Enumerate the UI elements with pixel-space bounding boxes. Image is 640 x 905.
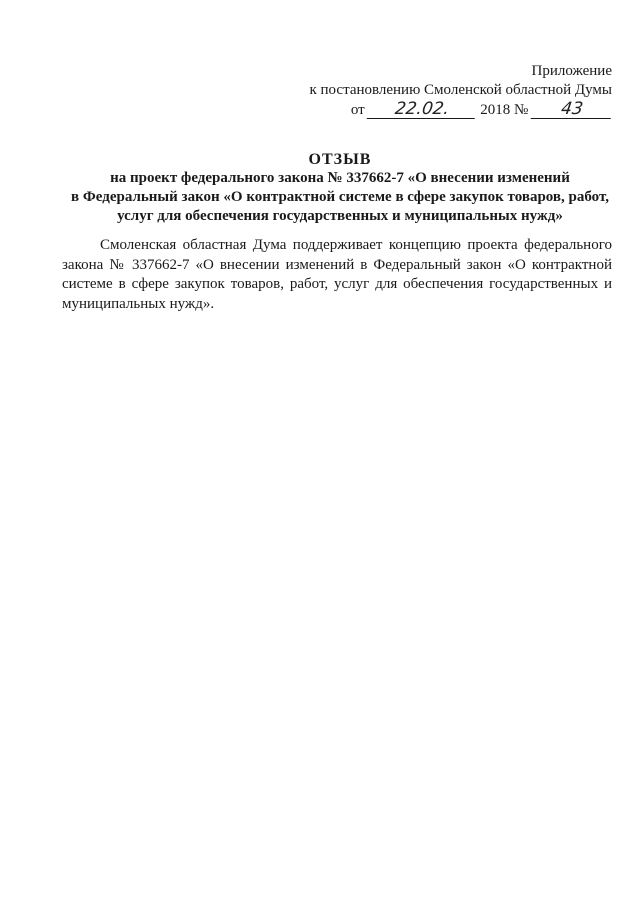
resolution-reference: к постановлению Смоленской областной Думы: [309, 82, 612, 98]
body-paragraph: Смоленская областная Дума поддерживает концепцию проекта федерального закона № 337662-7 «О внесении изменений в Федеральный закон «О контрактной системе в сфере закупок товаров, работ, услуг для обеспечения государственных и муниципальных нужд».: [62, 237, 612, 312]
date-prefix: от: [350, 102, 365, 118]
title-line-3: услуг для обеспечения государственных и муниципальных нужд»: [117, 208, 563, 224]
title-line-1: на проект федерального закона № 337662-7 «О внесении изменений: [110, 170, 570, 186]
document-title: [40, 150, 640, 226]
date-number-line: [252, 100, 612, 120]
number-sign: №: [513, 102, 529, 118]
handwritten-date: 22.02.: [367, 100, 478, 119]
appendix-label: Приложение: [531, 63, 612, 79]
handwritten-number: 43: [531, 100, 614, 119]
year-text: 2018: [480, 102, 511, 118]
title-line-2: в Федеральный закон «О контрактной системе в сфере закупок товаров, работ,: [71, 189, 609, 205]
appendix-block: [252, 62, 612, 120]
title-heading: ОТЗЫВ: [308, 151, 372, 168]
